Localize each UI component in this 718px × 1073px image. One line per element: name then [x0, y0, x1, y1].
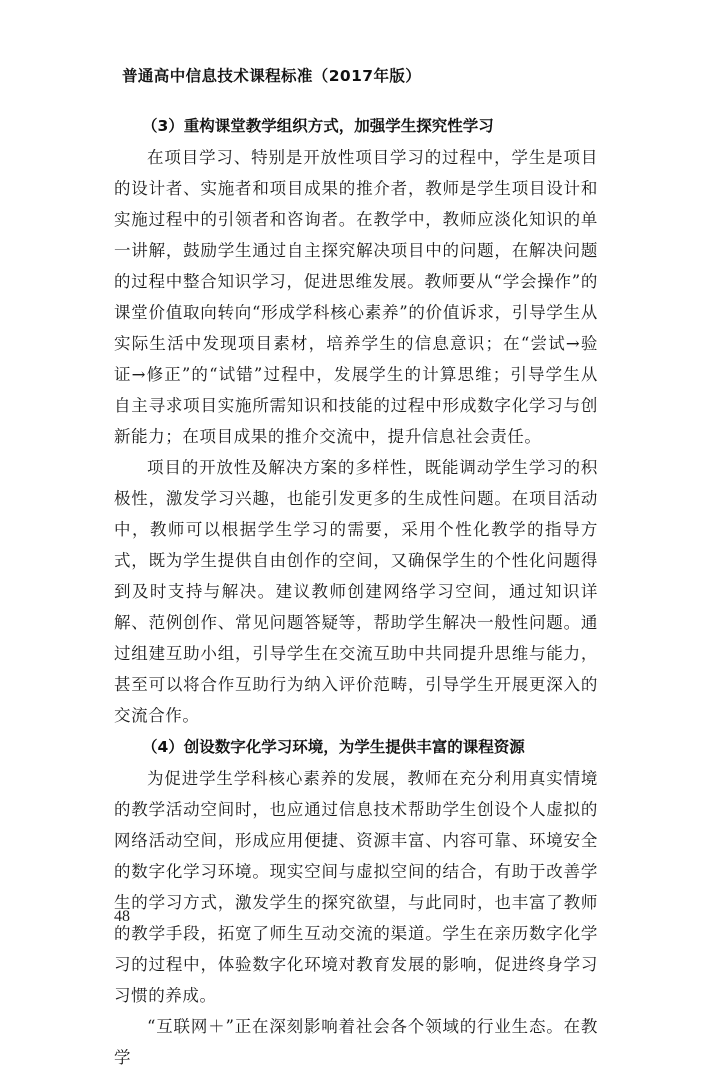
section-heading-4: （4）创设数字化学习环境，为学生提供丰富的课程资源: [142, 738, 525, 756]
paragraph: “互联网＋”正在深刻影响着社会各个领域的行业生态。在教学: [114, 1017, 598, 1067]
paragraph: 项目的开放性及解决方案的多样性，既能调动学生学习的积极性，激发学习兴趣，也能引发更多的生成性问题。在项目活动中，教师可以根据学生学习的需要，采用个性化教学的指导方式，既为学生提供自由创作的空间，又确保学生的个性化问题得到及时支持与解决。建议教师创建网络学习空间，通过知识详解、范例创作、常见问题答疑等，帮助学生解决一般性问题。通过组建互助小组，引导学生在交流互助中共同提升思维与能力，甚至可以将合作互助行为纳入评价范畴，引导学生开展更深入的交流合作。: [114, 458, 598, 725]
running-header: 普通高中信息技术课程标准（2017年版）: [122, 67, 422, 85]
page-number: 48: [114, 908, 130, 925]
page-body: [114, 110, 598, 1073]
section-heading-3: （3）重构课堂教学组织方式，加强学生探究性学习: [142, 117, 494, 135]
paragraph: 在项目学习、特别是开放性项目学习的过程中，学生是项目的设计者、实施者和项目成果的推介者，教师是学生项目设计和实施过程中的引领者和咨询者。在教学中，教师应淡化知识的单一讲解，鼓励学生通过自主探究解决项目中的问题，在解决问题的过程中整合知识学习，促进思维发展。教师要从“学会操作”的课堂价值取向转向“形成学科核心素养”的价值诉求，引导学生从实际生活中发现项目素材，培养学生的信息意识；在“尝试→验证→修正”的“试错”过程中，发展学生的计算思维；引导学生从自主寻求项目实施所需知识和技能的过程中形成数字化学习与创新能力；在项目成果的推介交流中，提升信息社会责任。: [114, 148, 598, 446]
paragraph: 为促进学生学科核心素养的发展，教师在充分利用真实情境的教学活动空间时，也应通过信息技术帮助学生创设个人虚拟的网络活动空间，形成应用便捷、资源丰富、内容可靠、环境安全的数字化学习环境。现实空间与虚拟空间的结合，有助于改善学生的学习方式，激发学生的探究欲望，与此同时，也丰富了教师的教学手段，拓宽了师生互动交流的渠道。学生在亲历数字化学习的过程中，体验数字化环境对教育发展的影响，促进终身学习习惯的养成。: [114, 769, 598, 1005]
